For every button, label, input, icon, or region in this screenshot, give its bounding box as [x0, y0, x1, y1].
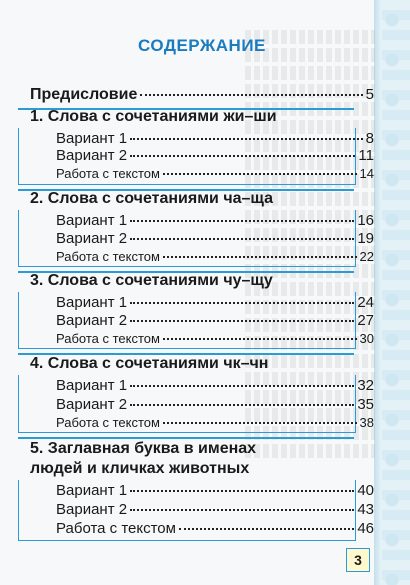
toc-section-1[interactable]: 1. Слова с сочетаниями жи–ши: [30, 108, 277, 125]
toc-item[interactable]: Вариант 2 43: [56, 501, 374, 518]
toc-section-4[interactable]: 4. Слова с сочетаниями чк–чн: [30, 355, 269, 372]
toc-item[interactable]: Вариант 2 19: [56, 230, 374, 247]
toc-item[interactable]: Вариант 1 8: [56, 130, 374, 147]
toc-section-5-line2[interactable]: людей и кличках животных: [30, 460, 250, 477]
toc-item[interactable]: Работа с текстом 14: [56, 166, 374, 181]
toc-item[interactable]: Работа с текстом 38: [56, 415, 374, 430]
toc-preface-page: 5: [365, 86, 374, 103]
toc-preface-label: Предисловие: [30, 86, 138, 103]
page-number: 3: [346, 548, 370, 572]
toc-section-2[interactable]: 2. Слова с сочетаниями ча–ща: [30, 190, 273, 207]
toc-item[interactable]: Вариант 1 40: [56, 482, 374, 499]
page-title: СОДЕРЖАНИЕ: [138, 36, 266, 55]
toc-item[interactable]: Вариант 1 24: [56, 294, 374, 311]
toc-item[interactable]: Работа с текстом 22: [56, 249, 374, 264]
toc-preface[interactable]: [30, 86, 374, 104]
divider: [18, 437, 354, 439]
decorative-border: [374, 0, 410, 585]
toc-item[interactable]: Вариант 1 16: [56, 212, 374, 229]
toc-item[interactable]: Вариант 2 27: [56, 312, 374, 329]
toc-item[interactable]: Вариант 1 32: [56, 377, 374, 394]
toc-section-5-line1[interactable]: 5. Заглавная буква в именах: [30, 440, 257, 457]
toc-section-3[interactable]: 3. Слова с сочетаниями чу–щу: [30, 272, 273, 289]
toc-item[interactable]: Вариант 2 35: [56, 396, 374, 413]
toc-item[interactable]: Работа с текстом 30: [56, 331, 374, 346]
toc-item[interactable]: Работа с текстом 46: [56, 520, 374, 537]
toc-item[interactable]: Вариант 2 11: [56, 147, 374, 164]
